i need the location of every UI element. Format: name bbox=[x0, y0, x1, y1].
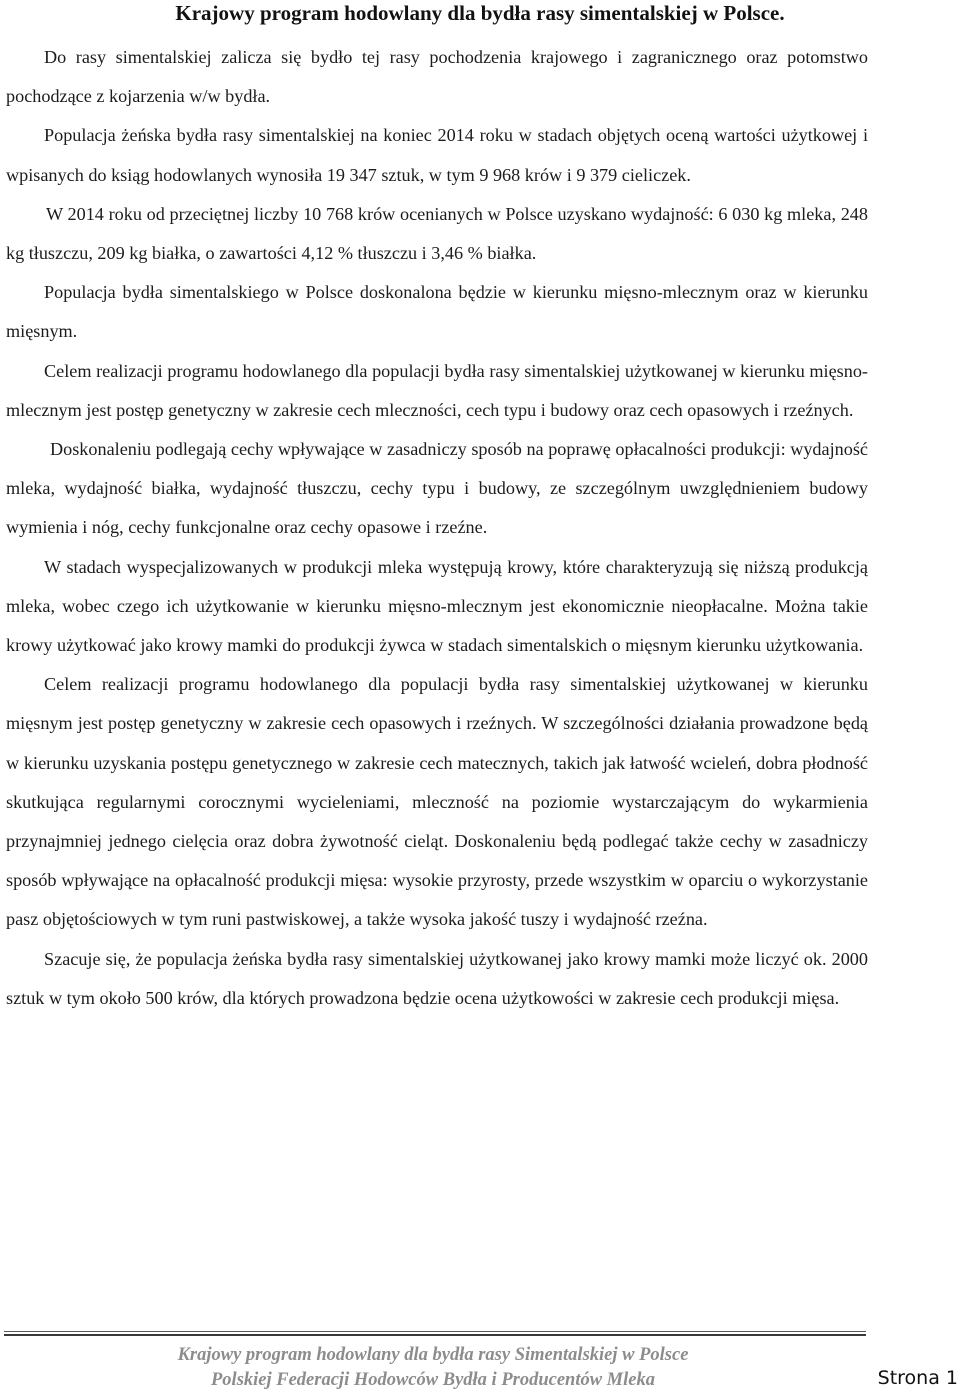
paragraph-suckler-estimate: Szacuje się, że populacja żeńska bydła rasy simentalskiej użytkowanej jako krowy mamki może liczyć ok. 2000 sztuk w tym około 500 krów, dla których prowadzona będzie ocena użytkowości w zakresie cech produkcji mięsa. bbox=[6, 948, 868, 1008]
paragraph-beef-goal: Celem realizacji programu hodowlanego dla populacji bydła rasy simentalskiej użytkowanej w kierunku mięsnym jest postęp genetyczny w zakresie cech opasowych i rzeźnych. W szczególności działania prowadzone będą w kierunku uzyskania postępu genetycznego w zakresie cech matecznych, takich jak łatwość wcieleń, dobra płodność skutkująca regularnymi corocznymi wycieleniami, mleczność na poziomie wystarczającym do wykarmienia przynajmniej jednego cielęcia oraz dobra żywotność cieląt. Doskonaleniu będą podlegać także cechy w zasadniczy sposób wpływające na opłacalność produkcji mięsa: wysokie przyrosty, przede wszystkim w oparciu o wykorzystanie pasz objętościowych w tym runi pastwiskowej, a także wysoka jakość tuszy i wydajność rzeźna. bbox=[6, 674, 868, 930]
paragraph-dual-purpose-goal: Celem realizacji programu hodowlanego dla populacji bydła rasy simentalskiej użytkowanej w kierunku mięsno-mlecznym jest postęp genetyczny w zakresie cech mleczności, cech typu i budowy oraz cech opasowych i rzeźnych. bbox=[6, 360, 868, 420]
paragraph-milk-yield: W 2014 roku od przeciętnej liczby 10 768 krów ocenianych w Polsce uzyskano wydajność: 6 030 kg mleka, 248 kg tłuszczu, 209 kg białka, o zawartości 4,12 % tłuszczu i 3,46 % białka. bbox=[6, 203, 868, 264]
footer-program-title: Krajowy program hodowlany dla bydła rasy Simentalskiej w Polsce bbox=[177, 1345, 689, 1365]
paragraph-breed-definition: Do rasy simentalskiej zalicza się bydło tej rasy pochodzenia krajowego i zagranicznego oraz potomstwo pochodzące z kojarzenia w/w bydła. bbox=[6, 47, 868, 107]
paragraph-female-population: Populacja żeńska bydła rasy simentalskiej na koniec 2014 roku w stadach objętych oceną wartości użytkowej i wpisanych do ksiąg hodowlanych wynosiła 19 347 sztuk, w tym 9 968 krów i 9 379 cieliczek. bbox=[6, 125, 868, 185]
footer-divider bbox=[4, 1331, 866, 1337]
document-body bbox=[6, 38, 868, 1018]
paragraph-specialized-herds: W stadach wyspecjalizowanych w produkcji mleka występują krowy, które charakteryzują się niższą produkcją mleka, wobec czego ich użytkowanie w kierunku mięsno-mlecznym jest ekonomicznie nieopłacalne. Można takie krowy użytkować jako krowy mamki do produkcji żywca w stadach simentalskich o mięsnym kierunku użytkowania. bbox=[6, 556, 868, 656]
footer-organization: Polskiej Federacji Hodowców Bydła i Producentów Mleka bbox=[211, 1370, 655, 1390]
page-number: Strona 1 bbox=[877, 1367, 958, 1389]
paragraph-breeding-directions: Populacja bydła simentalskiego w Polsce doskonalona będzie w kierunku mięsno-mlecznym oraz w kierunku mięsnym. bbox=[6, 282, 868, 342]
paragraph-improved-traits: Doskonaleniu podlegają cechy wpływające w zasadniczy sposób na poprawę opłacalności produkcji: wydajność mleka, wydajność białka, wydajność tłuszczu, cechy typu i budowy, ze szczególnym uwzględnieniem budowy wymienia i nóg, cechy funkcjonalne oraz cechy opasowe i rzeźne. bbox=[6, 439, 868, 538]
document-title: Krajowy program hodowlany dla bydła rasy simentalskiej w Polsce. bbox=[175, 1, 785, 25]
